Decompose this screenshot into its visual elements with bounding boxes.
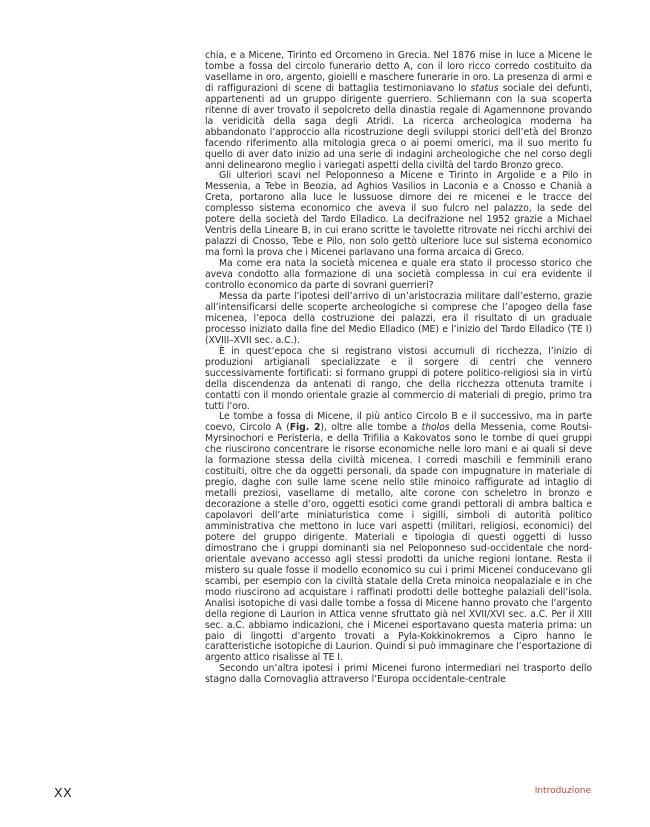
paragraph-1-text: chia, e a Micene, Tirinto ed Orcomeno in Grecia. Nel 1876 mise in luce a Micene le tombe a fossa del circolo funerario detto A, con il loro ricco corredo costituito da vasellame in oro, argento, gioielli e maschere funerarie in oro. La presenza di armi e di raffigurazioni di scene di battaglia testimoniavano lo: [205, 50, 592, 94]
paragraph-2: Gli ulteriori scavi nel Peloponneso a Micene e Tirinto in Argolide e a Pilo in Messenia, a Tebe in Beozia, ad Aghios Vasilios in Laconia e a Cnosso e Chanià a Creta, portarono alla luce le lussuose dimore dei re micenei e le tracce del complesso sistema economico che aveva il suo fulcro nel palazzo, la sede del potere della società del Tardo Elladico. La decifrazione nel 1952 grazie a Michael Ventris della Lineare B, in cui erano scritte le tavolette ritrovate nei ricchi archivi dei palazzi di Cnosso, Tebe e Pilo, non solo gettò ulteriore luce sul sistema economico ma fornì la prova che i Micenei parlavano una forma arcaica di Greco.: [205, 170, 592, 259]
running-footer-section: Introduzione: [534, 786, 591, 796]
page-number: XX: [54, 785, 73, 800]
paragraph-3: Ma come era nata la società micenea e quale era stato il processo storico che aveva condotto alla formazione di una società complessa in cui era evidente il controllo economico da parte di sovrani guerrieri?: [205, 258, 592, 292]
paragraph-6-text-b: ), oltre alle tombe a: [320, 422, 422, 434]
paragraph-6-text-a: Le tombe a fossa di Micene, il più antico Circolo B e il successivo, ma in parte coevo, Circolo A (: [205, 411, 592, 434]
paragraph-7: Secondo un’altra ipotesi i primi Micenei furono intermediari nel trasporto dello stagno dalla Cornovaglia attraverso l’Europa occidentale-centrale: [205, 663, 592, 686]
paragraph-1: [205, 51, 592, 171]
paragraph-6-text-c: della Messenia, come Routsi-Myrsinochori e Peristeria, e della Trifilia a Kakovatos sono le tombe di quei gruppi che riuscirono concentrare le risorse economiche nelle loro mani e ai quali si deve la formazione stessa della civiltà micenea. I corredi maschili e femminili erano costituiti, oltre che da oggetti personali, da spade con impugnature in materiale di pregio, daghe con sulle lame scene nello stile minoico raffigurate ad intaglio di metalli preziosi, vasellame di metallo, alte corone con scheletro in bronzo e decorazione a stelle d’oro, oggetti esotici come grandi pettorali di ambra baltica e capolavori dell’arte miniaturistica come i sigilli, simboli di autorità politico amministrativa che mettono in luce vari aspetti (militari, religiosi, economici) del potere del gruppo dirigente. Materiali e tipologia di questi oggetti di lusso dimostrano che i gruppi dominanti sia nel Peloponneso sud-occidentale che nord-orientale avevano accesso agli stessi prodotti da uniche regioni lontane. Resta il mistero su quale fosse il modello economico su cui i primi Micenei conducevano gli scambi, per esempio con la civiltà statale della Creta minoica neopalaziale e in che modo riuscirono ad acquistare i raffinati prodotti delle botteghe palaziali dell’isola. Analisi isotopiche di vasi dalle tombe a fossa di Micene hanno provato che l’argento della regione di Laurion in Attica venne sfruttato già nel XVII/XVI sec. a.C. Per il XIII sec. a.C. abbiamo indicazioni, che i Micenei esportavano questa materia prima: un paio di lingotti d’argento trovati a Pyla-Kokkinokremos a Cipro hanno le caratteristiche isotopiche di Laurion. Quindi si può immaginare che l’esportazione di argento attico risalisse al TE I.: [205, 422, 593, 664]
paragraph-1-emphasis: status: [470, 82, 499, 94]
paragraph-6-emphasis: tholos: [421, 422, 450, 434]
paragraph-4: Messa da parte l’ipotesi dell’arrivo di un’aristocrazia militare dall’esterno, grazie all’intensificarsi delle scoperte archeologiche si comprese che l’apogeo della fase micenea, l’epoca della costruzione dei palazzi, era il risultato di un graduale processo iniziato dalla fine del Medio Elladico (ME) e l’inizio del Tardo Elladico (TE I) (XVIII–XVII sec. a.C.).: [205, 290, 592, 346]
body-text-column: [205, 51, 592, 686]
paragraph-1-text-end: sociale dei defunti, appartenenti ad un gruppo dirigente guerriero. Schliemann con la sua scoperta ritenne di aver trovato il sepolcreto della dinastia regale di Agamennone provando la veridicità della saga degli Atridi. La ricerca archeologica moderna ha abbandonato l’approccio alla ricostruzione degli sviluppi storici dell’età del Bronzo facendo riferimento alla mitologia greca o ai poemi omerici, ma il suo merito fu quello di aver dato inizio ad una serie di indagini archeologiche che nel corso degli anni delinearono meglio i variegati aspetti della civiltà del tardo Bronzo greco.: [205, 82, 592, 171]
paragraph-6: [205, 412, 592, 664]
paragraph-5: È in quest’epoca che si registrano vistosi accumuli di ricchezza, l’inizio di produzioni artigianali specializzate e il sorgere di centri che vennero successivamente fortificati: si formano gruppi di potere politico-religiosi sia in virtù della discendenza da antenati di rango, che della ricchezza ottenuta tramite i contatti con il mondo orientale grazie al commercio di materiali di pregio, primo tra tutti l’oro.: [205, 345, 592, 412]
figure-reference-link[interactable]: Fig. 2: [289, 422, 321, 434]
